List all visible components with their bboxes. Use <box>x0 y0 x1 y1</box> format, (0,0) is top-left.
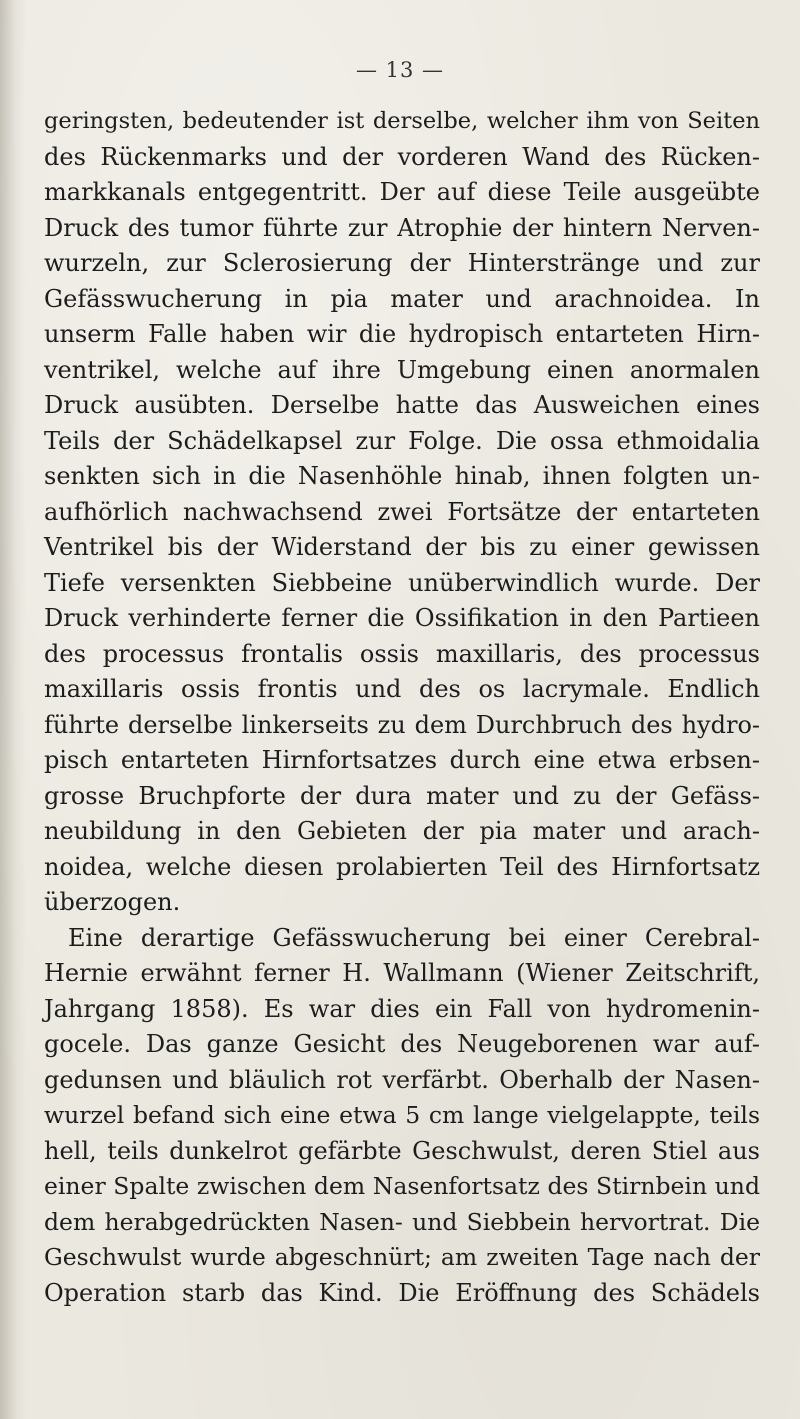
text-line: Jahrgang 1858). Es war dies ein Fall von hydromenin- <box>44 994 760 1023</box>
paragraph-start-line: Eine derartige Gefässwucherung bei einer Cerebral- <box>68 923 760 952</box>
text-line: gedunsen und bläulich rot verfärbt. Oberhalb der Nasen- <box>44 1065 760 1094</box>
text-line: einer Spalte zwischen dem Nasenfortsatz des Stirnbein und <box>44 1172 760 1200</box>
text-line: Gefässwucherung in pia mater und arachnoidea. In <box>44 284 760 313</box>
text-line: Geschwulst wurde abgeschnürt; am zweiten Tage nach der <box>44 1243 760 1271</box>
text-line: Druck des tumor führte zur Atrophie der hintern Nerven- <box>44 213 760 242</box>
text-line: aufhörlich nachwachsend zwei Fortsätze der entarteten <box>44 497 760 526</box>
text-line: hell, teils dunkelrot gefärbte Geschwulst, deren Stiel aus <box>44 1136 760 1165</box>
paragraph-end-line: überzogen. <box>44 888 181 916</box>
text-line: Teils der Schädelkapsel zur Folge. Die ossa ethmoidalia <box>44 426 760 455</box>
text-line: senkten sich in die Nasenhöhle hinab, ihnen folgten un- <box>44 462 760 490</box>
page-number: — 13 — <box>355 58 445 82</box>
text-line: geringsten, bedeutender ist derselbe, welcher ihm von Seiten <box>44 108 760 134</box>
text-line: neubildung in den Gebieten der pia mater und arach- <box>44 817 760 845</box>
text-line: pisch entarteten Hirnfortsatzes durch eine etwa erbsen- <box>44 746 760 774</box>
text-line: führte derselbe linkerseits zu dem Durchbruch des hydro- <box>44 710 760 739</box>
text-line: grosse Bruchpforte der dura mater und zu der Gefäss- <box>44 781 760 810</box>
text-line: gocele. Das ganze Gesicht des Neugeborenen war auf- <box>44 1030 760 1058</box>
text-line: Tiefe versenkten Siebbeine unüberwindlich wurde. Der <box>44 568 760 597</box>
text-line: des processus frontalis ossis maxillaris, des processus <box>44 639 760 668</box>
text-line: Operation starb das Kind. Die Eröffnung des Schädels <box>44 1278 760 1307</box>
text-line: ventrikel, welche auf ihre Umgebung einen anormalen <box>44 355 760 384</box>
text-line: wurzeln, zur Sclerosierung der Hinterstränge und zur <box>44 249 760 277</box>
text-line: unserm Falle haben wir die hydropisch entarteten Hirn- <box>44 320 760 348</box>
text-line: Hernie erwähnt ferner H. Wallmann (Wiener Zeitschrift, <box>44 959 760 987</box>
text-line: Ventrikel bis der Widerstand der bis zu einer gewissen <box>44 533 760 561</box>
text-line: wurzel befand sich eine etwa 5 cm lange vielgelappte, teils <box>44 1101 760 1129</box>
body-text <box>44 104 760 1311</box>
text-line: markkanals entgegentritt. Der auf diese Teile ausgeübte <box>44 178 760 206</box>
text-line: des Rückenmarks und der vorderen Wand des Rücken- <box>44 142 760 171</box>
text-line: maxillaris ossis frontis und des os lacrymale. Endlich <box>44 675 760 703</box>
text-line: dem herabgedrückten Nasen- und Siebbein hervortrat. Die <box>44 1207 760 1236</box>
text-line: Druck verhinderte ferner die Ossifikation in den Partieen <box>44 604 760 632</box>
text-line: Druck ausübten. Derselbe hatte das Ausweichen eines <box>44 391 760 419</box>
text-line: noidea, welche diesen prolabierten Teil des Hirnfortsatz <box>44 852 760 881</box>
page-gutter-shadow <box>0 0 26 1419</box>
